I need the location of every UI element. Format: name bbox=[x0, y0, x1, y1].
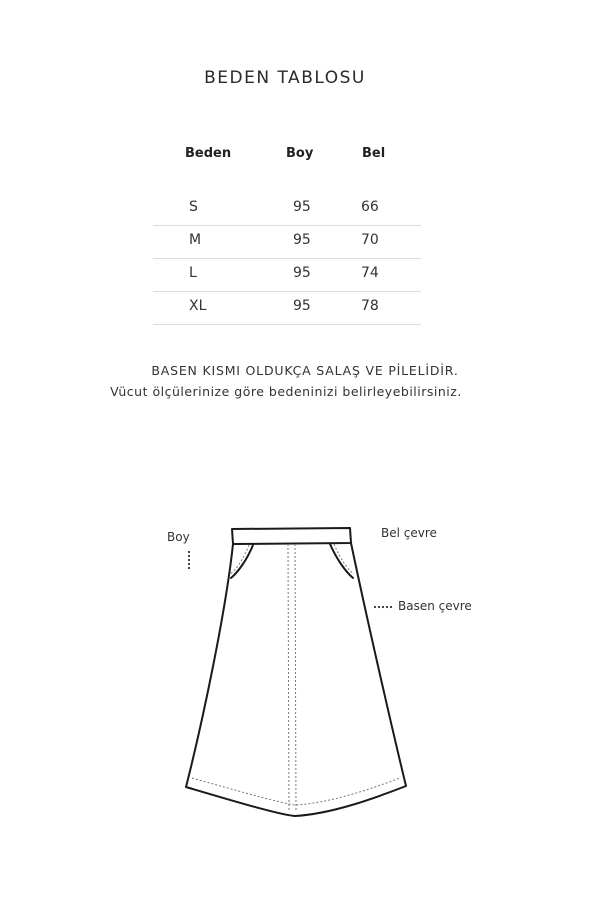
left-pocket bbox=[231, 545, 253, 578]
header-boy: Boy bbox=[286, 146, 314, 161]
basen-marker-dot bbox=[382, 606, 384, 608]
cell-size: M bbox=[189, 232, 202, 248]
fit-note: BASEN KISMI OLDUKÇA SALAŞ VE PİLELİDİR. bbox=[151, 363, 459, 378]
boy-marker-dot bbox=[188, 567, 190, 569]
sizing-advice: Vücut ölçülerinize göre bedeninizi belirleyebilirsiniz. bbox=[110, 384, 462, 399]
boy-marker-dot bbox=[188, 555, 190, 557]
basen-marker-dot bbox=[390, 606, 392, 608]
cell-length: 95 bbox=[293, 298, 311, 314]
cell-size: XL bbox=[189, 298, 207, 314]
center-stitch-left bbox=[288, 544, 289, 812]
cell-waist: 70 bbox=[361, 232, 379, 248]
cell-size: L bbox=[189, 265, 197, 281]
cell-waist: 78 bbox=[361, 298, 379, 314]
label-bel-cevre: Bel çevre bbox=[381, 526, 437, 540]
boy-marker-dot bbox=[188, 559, 190, 561]
basen-marker-dot bbox=[374, 606, 376, 608]
skirt-body-outline bbox=[186, 543, 406, 816]
cell-length: 95 bbox=[293, 265, 311, 281]
label-boy: Boy bbox=[167, 530, 190, 544]
header-bel: Bel bbox=[362, 146, 386, 161]
basen-marker-dot bbox=[386, 606, 388, 608]
boy-marker-dot bbox=[188, 551, 190, 553]
page-title: BEDEN TABLOSU bbox=[204, 68, 366, 88]
basen-marker-dot bbox=[378, 606, 380, 608]
cell-size: S bbox=[189, 199, 198, 215]
cell-length: 95 bbox=[293, 199, 311, 215]
cell-length: 95 bbox=[293, 232, 311, 248]
label-basen-cevre: Basen çevre bbox=[398, 599, 472, 613]
boy-marker-dot bbox=[188, 563, 190, 565]
waistband-outline bbox=[232, 528, 351, 544]
header-beden: Beden bbox=[185, 146, 232, 161]
cell-waist: 74 bbox=[361, 265, 379, 281]
center-stitch-right bbox=[295, 544, 296, 812]
cell-waist: 66 bbox=[361, 199, 379, 215]
right-pocket bbox=[330, 544, 353, 578]
